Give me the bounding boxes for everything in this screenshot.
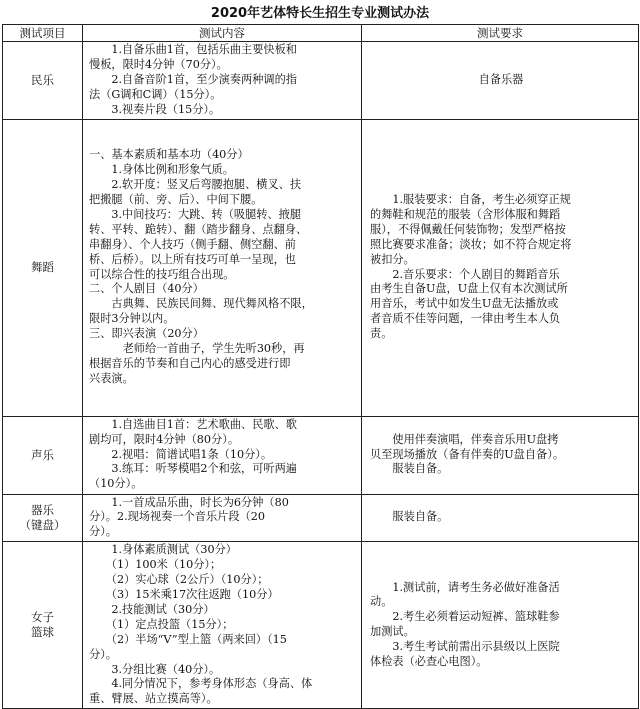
content-line: 分）。 [89, 525, 117, 539]
test-methods-table [2, 24, 639, 709]
content-line: 分）。 [89, 647, 117, 661]
table-row [3, 42, 639, 120]
project-cell [3, 542, 83, 709]
content-line: 串翻身）、个人技巧（侧手翻、侧空翻、前 [89, 237, 296, 251]
content-line: 法（G调和C调）（15分）。 [89, 87, 222, 101]
requirement-cell [362, 119, 639, 416]
content-cell [83, 494, 362, 542]
requirement-line: 用音乐，考试中如发生U盘无法播放或 [370, 297, 559, 311]
project-cell [3, 119, 83, 416]
content-cell [83, 542, 362, 709]
header-content: 测试内容 [83, 25, 362, 42]
content-line: （2）半场“V”型上篮（两来回）（15 [89, 632, 287, 646]
content-line: 慢板，限时4分钟（70分）。 [89, 57, 228, 71]
content-line: （1）100米（10分）； [89, 558, 222, 572]
content-line: 限时3分钟以内。 [89, 312, 175, 326]
requirement-line: 自备乐器 [478, 72, 524, 86]
content-cell [83, 42, 362, 120]
requirement-line: 动。 [370, 595, 393, 609]
content-line: 1.自选曲目1首：艺术歌曲、民歌、歌 [89, 417, 297, 431]
requirement-line: 者音质不佳等问题，一律由考生本人负 [370, 312, 561, 326]
content-line: 2.视唱：简谱试唱1条（10分）。 [89, 447, 273, 461]
project-name: （键盘） [19, 517, 66, 532]
requirement-line: 服），不得佩戴任何装饰物；发型严格按 [370, 222, 566, 236]
content-line: 根据音乐的节奏和自己内心的感受进行即 [89, 356, 291, 370]
requirement-line: 服装自备。 [370, 510, 449, 524]
requirement-line: 贝至现场播放（备有伴奏的U盘自备）。 [370, 447, 565, 461]
content-line: 把搬腿（前、旁、后）、中间下腰。 [89, 193, 263, 206]
table-body [3, 42, 639, 709]
table-row [3, 542, 639, 709]
content-line: 1.一首成品乐曲，时长为6分钟（80 [89, 495, 289, 509]
content-line: 1.身体比例和形象气质。 [89, 163, 234, 177]
project-name: 声乐 [31, 447, 54, 462]
project-name: 女子 [31, 610, 54, 625]
content-line: 1.身体素质测试（30分） [89, 543, 237, 557]
content-line: 3.中间技巧：大跳、转（吸腿转、掖腿 [89, 207, 302, 221]
content-line: 重、臂展、站立摸高等）。 [89, 692, 218, 706]
project-cell [3, 494, 83, 542]
requirement-line: 的舞鞋和规范的服装（含形体服和舞蹈 [370, 207, 561, 221]
content-line: 老师给一首曲子，学生先听30秒，再 [89, 342, 305, 356]
content-line: 2.软开度：竖叉后弯腰抱腿、横叉、扶 [89, 178, 302, 192]
requirement-line: 责。 [370, 327, 393, 341]
header-project: 测试项目 [3, 25, 83, 42]
content-line: 一、基本素质和基本功（40分） [89, 148, 249, 162]
content-line: 二、个人剧目（40分） [89, 282, 204, 296]
content-line: （2）实心球（2公斤）（10分）； [89, 573, 269, 587]
requirement-line: 加测试。 [370, 625, 415, 639]
header-requirement: 测试要求 [362, 25, 639, 42]
content-line: 桥、后桥）。以上所有技巧可单一呈现，也 [89, 252, 296, 266]
project-name: 器乐 [31, 502, 54, 517]
requirement-line: 被扣分。 [370, 252, 415, 266]
requirement-line: 2.音乐要求：个人剧目的舞蹈音乐 [370, 267, 560, 281]
project-name: 舞蹈 [31, 260, 54, 275]
content-line: 古典舞、民族民间舞、现代舞风格不限， [89, 297, 313, 311]
requirement-line: 体检表（必查心电图）。 [370, 655, 488, 669]
requirement-cell [362, 42, 639, 120]
content-line: 转、平转、跪转）、翻（踏步翻身、点翻身、 [89, 222, 308, 236]
content-line: （1）定点投篮（15分）； [89, 617, 234, 631]
requirement-cell [362, 542, 639, 709]
table-row [3, 119, 639, 416]
table-header-row [3, 25, 639, 42]
content-line: 2.技能测试（30分） [89, 602, 215, 616]
requirement-cell [362, 494, 639, 542]
content-line: 三、即兴表演（20分） [89, 327, 204, 341]
requirement-line: 2.考生必须着运动短裤、篮球鞋参 [370, 610, 560, 624]
requirement-cell [362, 416, 639, 494]
requirement-line: 3.考生考试前需出示县级以上医院 [370, 640, 560, 654]
requirement-line: 服装自备。 [370, 462, 449, 476]
requirement-line: 1.服装要求：自备，考生必须穿正规 [370, 193, 571, 206]
content-line: （10分）。 [89, 477, 143, 491]
content-line: 3.分组比赛（40分）。 [89, 662, 221, 676]
content-line: （3）15米乘17次往返跑（10分） [89, 587, 279, 601]
requirement-line: 由考生自备U盘，U盘上仅有本次测试所 [370, 282, 568, 296]
content-line: 4.同分情况下，参考身体形态（身高、体 [89, 677, 313, 691]
content-line: 兴表演。 [89, 371, 134, 385]
requirement-line: 使用伴奏演唱，伴奏音乐用U盘拷 [370, 432, 559, 446]
project-name: 民乐 [31, 72, 54, 87]
document-title: 2020年艺体特长生招生专业测试办法 [210, 6, 430, 21]
content-line: 3.视奏片段（15分）。 [89, 102, 221, 116]
requirement-line: 照比赛要求准备；淡妆；如不符合规定将 [370, 237, 572, 251]
requirement-line: 1.测试前，请考生务必做好准备活 [370, 580, 560, 594]
content-line: 分）。2.现场视奏一个音乐片段（20 [89, 510, 265, 524]
content-line: 3.练耳：听琴模唱2个和弦，可听两遍 [89, 462, 297, 476]
content-line: 剧均可，限时4分钟（80分）。 [89, 432, 240, 446]
project-cell [3, 42, 83, 120]
table-row [3, 416, 639, 494]
project-name: 篮球 [31, 625, 54, 640]
project-cell [3, 416, 83, 494]
content-line: 可以综合性的技巧组合出现。 [89, 267, 235, 281]
content-cell [83, 416, 362, 494]
table-row [3, 494, 639, 542]
content-line: 2.自备音阶1首，至少演奏两种调的指 [89, 72, 297, 86]
content-cell [83, 119, 362, 416]
content-line: 1.自备乐曲1首，包括乐曲主要快板和 [89, 43, 297, 56]
